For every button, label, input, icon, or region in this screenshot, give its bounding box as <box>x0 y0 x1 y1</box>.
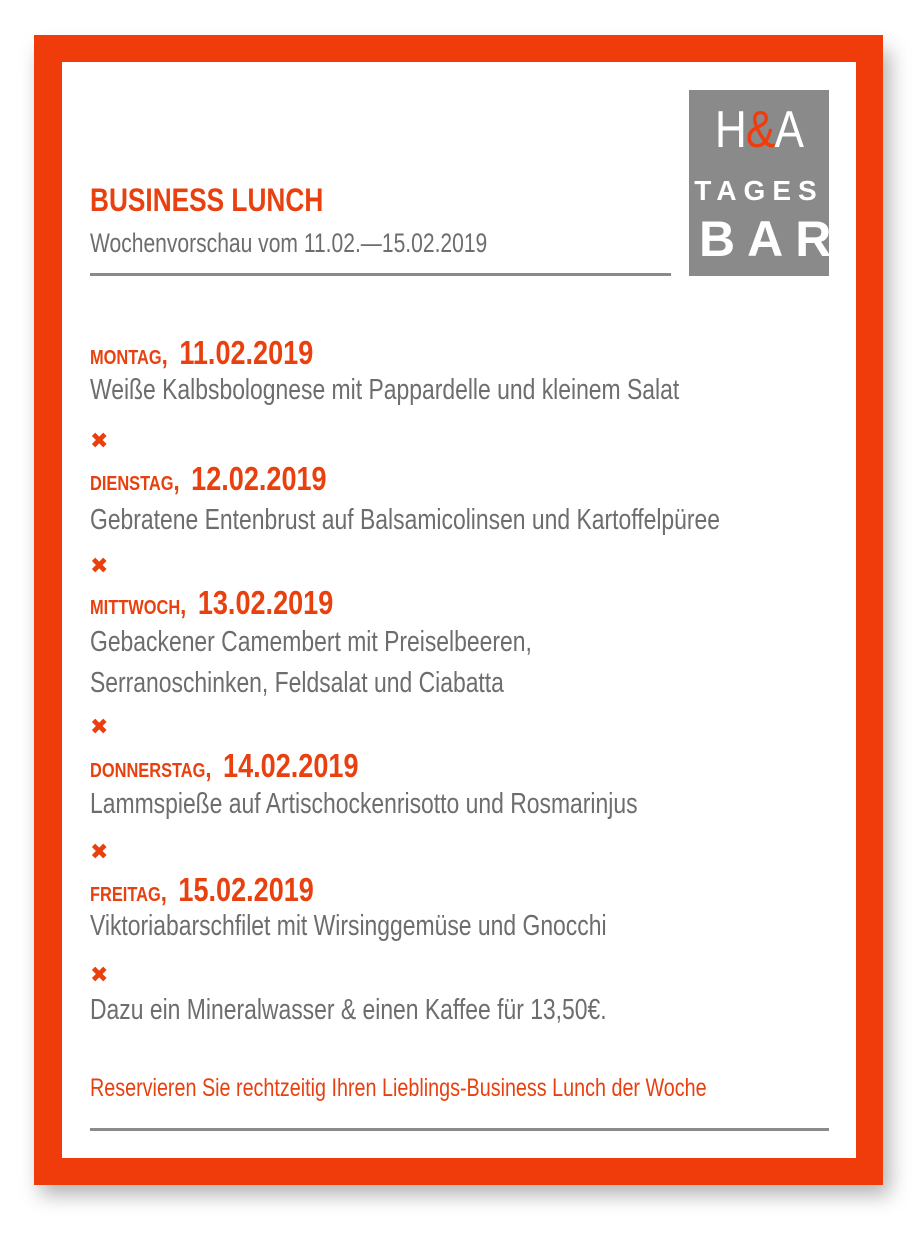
price-note: Dazu ein Mineralwasser & einen Kaffee für 13,50€. <box>90 994 607 1026</box>
cross-icon: ✖ <box>90 714 109 739</box>
logo-bar: BAR <box>699 211 844 267</box>
header-divider <box>90 273 671 276</box>
cross-icon: ✖ <box>90 553 109 578</box>
day-heading-wednesday: MITTWOCH, 13.02.2019 <box>90 584 334 621</box>
day-heading-tuesday: DIENSTAG, 12.02.2019 <box>90 460 327 497</box>
cross-icon: ✖ <box>90 428 109 453</box>
footer-divider <box>90 1128 829 1131</box>
dish-thursday: Lammspieße auf Artischockenrisotto und Rosmarinjus <box>90 788 638 820</box>
logo-ha: H&A <box>714 101 804 159</box>
dish-tuesday: Gebratene Entenbrust auf Balsamicolinsen und Kartoffelpüree <box>90 504 721 536</box>
dish-friday: Viktoriabarschfilet mit Wirsinggemüse und Gnocchi <box>90 910 607 942</box>
day-heading-friday: FREITAG, 15.02.2019 <box>90 871 314 908</box>
page-subtitle: Wochenvorschau vom 11.02.—15.02.2019 <box>90 228 488 258</box>
dish-wednesday-line1: Gebackener Camembert mit Preiselbeeren, <box>90 626 532 658</box>
day-heading-monday: MONTAG, 11.02.2019 <box>90 334 314 371</box>
dish-monday: Weiße Kalbsbolognese mit Pappardelle und kleinem Salat <box>90 374 680 406</box>
page-title: BUSINESS LUNCH <box>90 182 324 218</box>
cross-icon: ✖ <box>90 839 109 864</box>
day-heading-thursday: DONNERSTAG, 14.02.2019 <box>90 747 359 784</box>
dish-wednesday-line2: Serranoschinken, Feldsalat und Ciabatta <box>90 667 504 699</box>
logo-tages: TAGES <box>694 175 824 206</box>
brand-logo <box>689 90 844 276</box>
cross-icon: ✖ <box>90 962 109 987</box>
reservation-note: Reservieren Sie rechtzeitig Ihren Lieblings-Business Lunch der Woche <box>90 1074 707 1102</box>
logo-ampersand: & <box>745 101 775 159</box>
